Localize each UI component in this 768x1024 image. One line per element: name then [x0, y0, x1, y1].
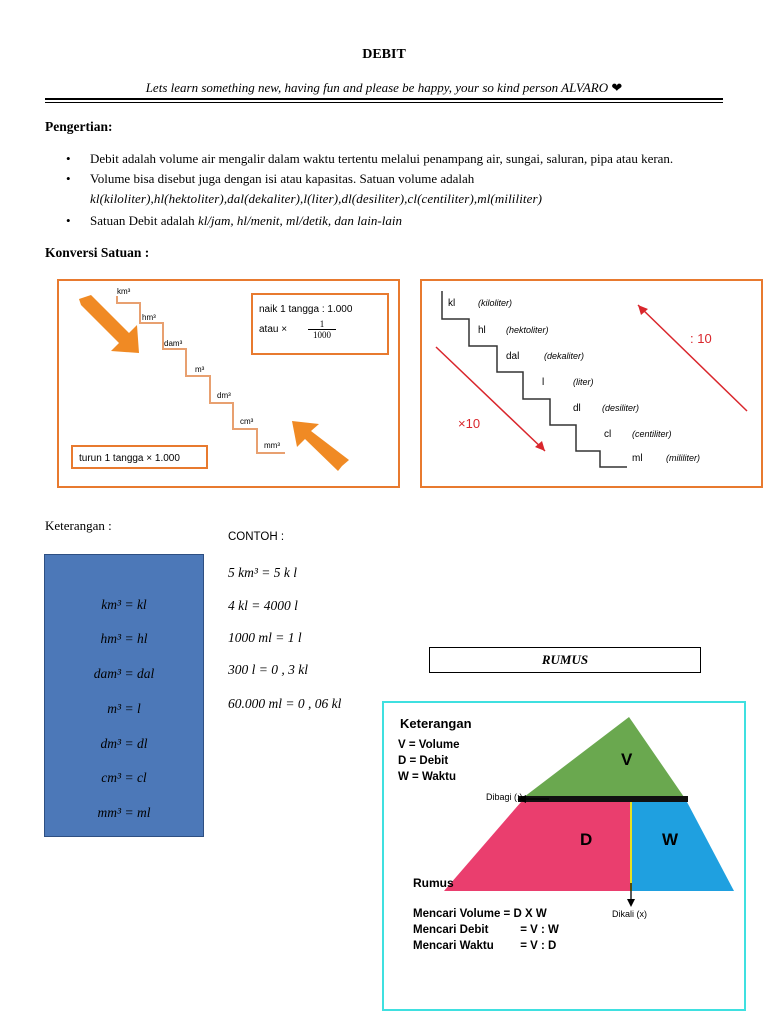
formula-waktu-eq: = V : D	[520, 940, 557, 952]
unit-hl: hl	[478, 325, 486, 336]
fraction-den: 1000	[308, 329, 336, 340]
example-5: 60.000 ml = 0 , 06 kl	[228, 696, 342, 711]
fraction-num: 1	[319, 319, 325, 329]
rumus-triangle-frame	[382, 701, 746, 1011]
arrow-up-right-icon	[292, 421, 349, 471]
def-volume: V = Volume	[398, 739, 460, 751]
tri-d-label: D	[580, 830, 593, 849]
eq-m3: m³ = l	[107, 701, 141, 716]
tri-keterangan-title: Keterangan	[400, 716, 472, 731]
dikali-label: Dikali (x)	[612, 909, 647, 919]
bullet-icon: •	[66, 213, 71, 228]
step-mm3: mm³	[264, 441, 280, 450]
unit-dal: dal	[506, 351, 520, 362]
step-km3: km³	[117, 287, 131, 296]
formula-volume	[413, 908, 547, 920]
name-hektoliter: (hektoliter)	[506, 325, 549, 335]
eq-cm3: cm³ = cl	[101, 770, 147, 785]
konversi-heading: Konversi Satuan :	[45, 245, 150, 260]
turun-box: turun 1 tangga × 1.000	[71, 445, 208, 469]
bullet-icon: •	[66, 171, 71, 186]
tri-v-label: V	[621, 750, 633, 769]
unit-kl: kl	[448, 298, 456, 309]
formula-volume-eq: = D X W	[503, 908, 547, 920]
eq-km3: km³ = kl	[101, 597, 147, 612]
def-debit: D = Debit	[398, 755, 449, 767]
bullet-3-units: kl/jam, hl/menit, ml/detik, dan lain-lain	[197, 213, 402, 228]
unit-dl: dl	[573, 403, 581, 414]
name-kiloliter: (kiloliter)	[478, 298, 513, 308]
page-subtitle	[0, 80, 768, 96]
header-rule	[45, 98, 723, 100]
div10-label: : 10	[690, 331, 712, 346]
contoh-label: CONTOH :	[228, 531, 285, 543]
arrow-down-icon	[627, 899, 635, 907]
naik-label: naik 1 tangga : 1.000	[259, 304, 353, 315]
example-2: 4 kl = 4000 l	[228, 598, 298, 613]
formula-volume-label: Mencari Volume	[413, 908, 501, 920]
name-mililiter: (mililiter)	[666, 453, 700, 463]
keterangan-label: Keterangan :	[45, 518, 112, 533]
triangle-v-section	[524, 717, 684, 797]
atau-label: atau ×	[259, 324, 288, 335]
bullet-icon: •	[66, 151, 71, 166]
bullet-1: Debit adalah volume air mengalir dalam waktu tertentu melalui penampang air, sungai, saluran, pipa atau keran.	[90, 151, 674, 166]
formula-debit	[413, 924, 559, 936]
fraction	[308, 319, 336, 340]
pengertian-heading: Pengertian:	[45, 119, 113, 134]
name-liter: (liter)	[573, 377, 594, 387]
example-1: 5 km³ = 5 k l	[228, 565, 298, 580]
step-dam3: dam³	[164, 339, 183, 348]
formula-debit-label: Mencari Debit	[413, 924, 489, 936]
rumus-box: RUMUS	[429, 647, 701, 673]
unit-l: l	[542, 377, 545, 388]
formula-debit-eq: = V : W	[520, 924, 559, 936]
bullet-3	[90, 213, 402, 229]
formula-waktu-label: Mencari Waktu	[413, 940, 494, 952]
bullet-2-units: kl(kiloliter),hl(hektoliter),dal(dekaliter),l(liter),dl(desiliter),cl(centiliter),ml(mililiter)	[90, 191, 543, 206]
tri-rumus-title: Rumus	[413, 876, 454, 890]
keterangan-box	[44, 554, 204, 837]
naik-box	[251, 293, 389, 355]
name-dekaliter: (dekaliter)	[544, 351, 585, 361]
step-m3: m³	[195, 365, 205, 374]
unit-cl: cl	[604, 429, 612, 440]
formula-waktu	[413, 940, 556, 952]
tri-w-label: W	[662, 830, 679, 849]
unit-ml: ml	[632, 453, 643, 464]
name-centiliter: (centiliter)	[632, 429, 672, 439]
eq-dam3: dam³ = dal	[93, 666, 155, 681]
eq-hm3: hm³ = hl	[100, 631, 148, 646]
bullet-2: Volume bisa disebut juga dengan isi atau kapasitas. Satuan volume adalah	[90, 171, 475, 186]
right-staircase-panel	[420, 279, 763, 488]
step-dm3: dm³	[217, 391, 231, 400]
step-cm3: cm³	[240, 417, 254, 426]
bullet-3-text: Satuan Debit adalah	[90, 213, 195, 228]
name-desiliter: (desiliter)	[602, 403, 640, 413]
def-waktu: W = Waktu	[398, 771, 457, 783]
subtitle-text: Lets learn something new, having fun and please be happy, your so kind person ALVARO	[145, 80, 609, 95]
triangle-d-section	[444, 802, 631, 891]
arrow-div10-line	[638, 305, 747, 411]
heart-icon: ❤	[611, 80, 623, 95]
times10-label: ×10	[458, 416, 481, 431]
dibagi-label: Dibagi (:)	[486, 792, 523, 802]
left-staircase-panel	[57, 279, 400, 488]
eq-mm3: mm³ = ml	[97, 805, 151, 820]
step-hm3: hm³	[142, 313, 156, 322]
example-3: 1000 ml = 1 l	[228, 630, 302, 645]
eq-dm3: dm³ = dl	[100, 736, 148, 751]
triangle-w-section	[631, 802, 734, 891]
example-4: 300 l = 0 , 3 kl	[228, 662, 308, 677]
header-rule-thin	[45, 102, 723, 103]
page-title: DEBIT	[362, 47, 406, 62]
